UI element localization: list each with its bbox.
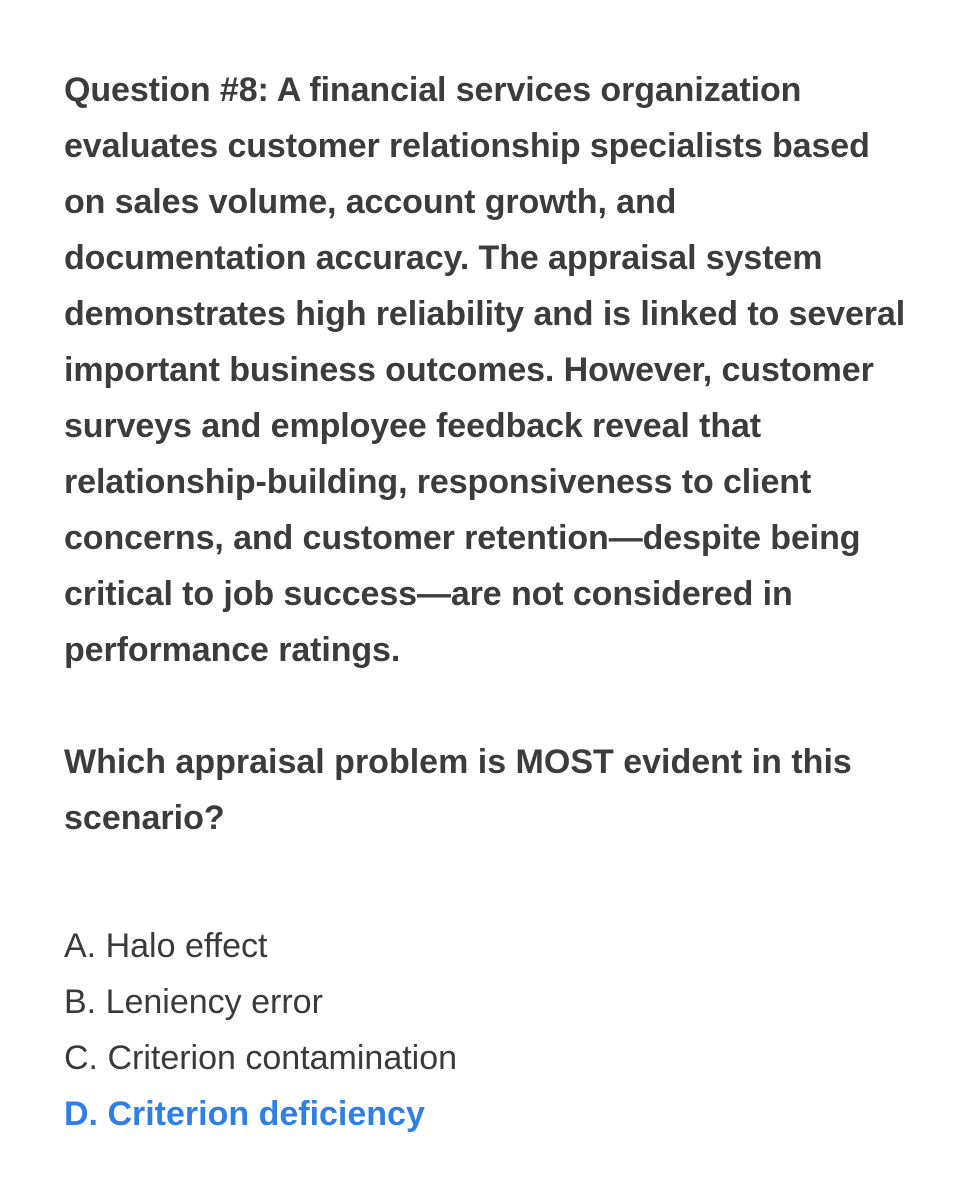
answer-option-a[interactable]	[64, 918, 914, 974]
answer-option-c-label: C. Criterion contamination	[64, 1039, 458, 1077]
answer-option-c[interactable]	[64, 1030, 914, 1086]
answer-option-b[interactable]	[64, 974, 914, 1030]
answer-option-d-label: D. Criterion deficiency	[64, 1095, 425, 1133]
answer-option-d[interactable]	[64, 1086, 914, 1142]
question-prompt: Which appraisal problem is MOST evident in this scenario?	[64, 743, 852, 837]
answer-options-list	[64, 918, 914, 1142]
answer-option-a-label: A. Halo effect	[64, 927, 268, 965]
question-text: Question #8: A financial services organization evaluates customer relationship specialists based on sales volume, account growth, and documentation accuracy. The appraisal system demonstrates high reliability and is linked to several important business outcomes. However, customer surveys and employee feedback reveal that relationship-building, responsiveness to client concerns, and customer retention—despite being critical to job success—are not considered in performance ratings.	[64, 71, 906, 669]
question-card	[64, 62, 914, 1142]
answer-option-b-label: B. Leniency error	[64, 983, 323, 1021]
